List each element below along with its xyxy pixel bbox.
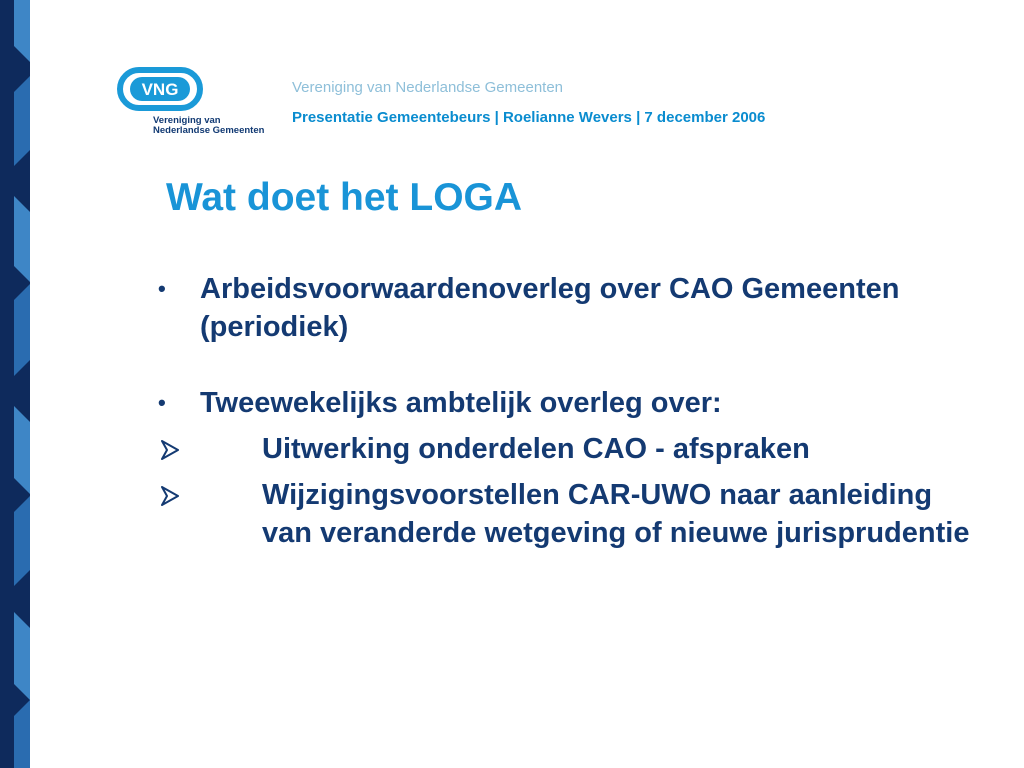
arrow-bullet-icon: [161, 440, 179, 460]
logo-line-1: Vereniging van: [153, 115, 221, 126]
vng-logo-mark: [116, 66, 206, 114]
bullet-dot-icon: •: [158, 390, 166, 415]
logo-organization-name: [153, 116, 264, 136]
vng-logo: [116, 66, 265, 136]
bullet-text: Tweewekelijks ambtelijk overleg over:: [200, 387, 722, 419]
logo-mark-text: VNG: [141, 80, 179, 99]
sub-bullet-text: Uitwerking onderdelen CAO - afspraken: [262, 433, 810, 465]
header-presentation-info: Presentatie Gemeentebeurs | Roelianne Wevers | 7 december 2006: [292, 109, 766, 126]
bullet-item: [158, 384, 978, 422]
header-organization: Vereniging van Nederlandse Gemeenten: [292, 79, 564, 96]
left-decorative-band: [0, 0, 30, 768]
slide-title: Wat doet het LOGA: [166, 176, 523, 219]
bullet-item: [158, 270, 978, 346]
bullet-text: Arbeidsvoorwaardenoverleg over CAO Gemeenten (periodiek): [200, 273, 900, 343]
bullet-dot-icon: •: [158, 276, 166, 301]
slide-content: [158, 270, 978, 560]
sub-bullet-item: [158, 476, 978, 552]
arrow-bullet-icon: [161, 486, 179, 506]
sub-bullet-text: Wijzigingsvoorstellen CAR-UWO naar aanleiding van veranderde wetgeving of nieuwe jurisprudentie: [262, 479, 970, 549]
logo-line-2: Nederlandse Gemeenten: [153, 125, 265, 136]
sub-bullet-item: [158, 430, 978, 468]
